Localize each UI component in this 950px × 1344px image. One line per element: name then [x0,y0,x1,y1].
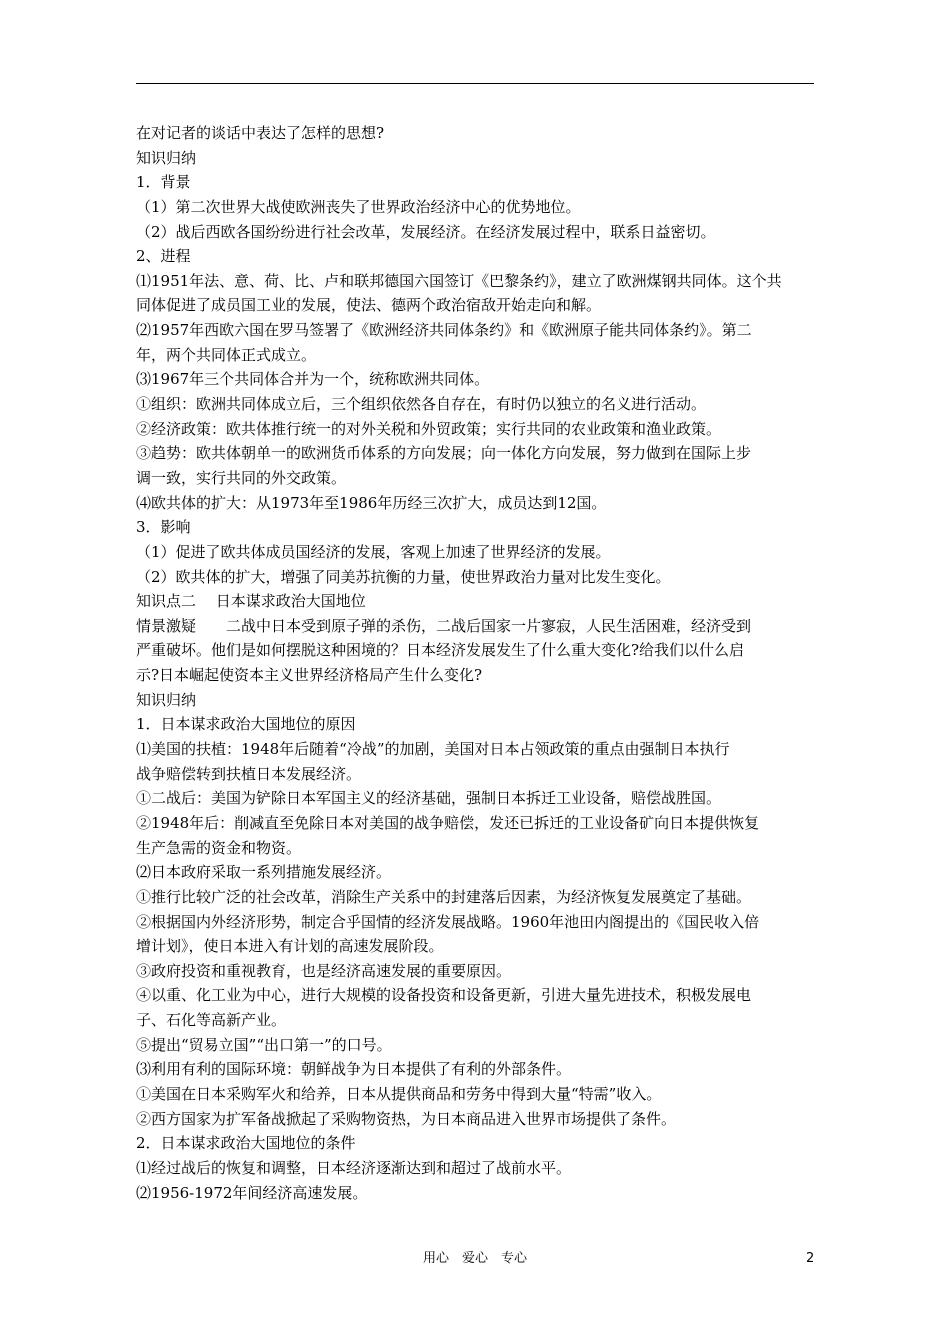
text-line: ⑴1951年法、意、荷、比、卢和联邦德国六国签订《巴黎条约》，建立了欧洲煤钢共同体。这个共 [136,271,782,290]
text-line: ②经济政策：欧共体推行统一的对外关税和外贸政策；实行共同的农业政策和渔业政策。 [136,419,722,438]
text-line: ①组织：欧洲共同体成立后，三个组织依然各自存在，有时仍以独立的名义进行活动。 [136,395,707,414]
text-line: ④以重、化工业为中心，进行大规模的设备投资和设备更新，引进大量先进技术，积极发展电 [136,986,752,1005]
text-line: （1）促进了欧共体成员国经济的发展，客观上加速了世界经济的发展。 [136,542,611,561]
text-line: ⑴经过战后的恢复和调整，日本经济逐渐达到和超过了战前水平。 [136,1158,572,1177]
header-rule [136,83,814,84]
text-line: ⑵日本政府采取一系列措施发展经济。 [136,863,392,882]
document-body [136,121,816,1205]
section-heading: 1．日本谋求政治大国地位的原因 [136,715,356,734]
section-heading: 2．日本谋求政治大国地位的条件 [136,1134,356,1153]
text-line: 增计划》，使日本进入有计划的高速发展阶段。 [136,937,444,956]
text-line: ②西方国家为扩军备战掀起了采购物资热，为日本商品进入世界市场提供了条件。 [136,1109,677,1128]
section-heading: 1．背景 [136,173,191,192]
text-line: 在对记者的谈话中表达了怎样的思想? [136,124,385,142]
text-line: 严重破坏。他们是如何摆脱这种困境的？日本经济发展发生了什么重大变化?给我们以什么启 [136,641,745,660]
text-line: ⑶1967年三个共同体合并为一个，统称欧洲共同体。 [136,370,490,389]
footer-slogan: 用心 爱心 专心 [422,1251,527,1266]
text-line: ⑷欧共体的扩大：从1973年至1986年历经三次扩大，成员达到12国。 [136,493,607,512]
text-line: ①二战后：美国为铲除日本军国主义的经济基础，强制日本拆迁工业设备，赔偿战胜国。 [136,789,722,808]
section-heading: 知识点二 日本谋求政治大国地位 [136,592,366,611]
text-line: 战争赔偿转到扶植日本发展经济。 [136,764,362,783]
text-line: 示?日本崛起使资本主义世界经济格局产生什么变化? [136,666,483,685]
text-line: ⑤提出“贸易立国”“出口第一”的口号。 [136,1035,392,1054]
text-line: ①美国在日本采购军火和给养，日本从提供商品和劳务中得到大量“特需”收入。 [136,1084,662,1103]
text-line: ⑵1956-1972年间经济高速发展。 [136,1183,368,1202]
text-line: 调一致，实行共同的外交政策。 [136,468,347,487]
page-number: 2 [806,1251,815,1266]
section-heading: 知识归纳 [136,690,197,709]
text-line: 情景激疑 二战中日本受到原子弹的杀伤，二战后国家一片寥寂，人民生活困难，经济受到 [136,616,752,635]
section-heading: 2、进程 [136,247,191,266]
section-heading: 知识归纳 [136,148,197,167]
text-line: ⑶利用有利的国际环境：朝鲜战争为日本提供了有利的外部条件。 [136,1060,572,1079]
text-line: ⑴美国的扶植：1948年后随着“冷战”的加剧，美国对日本占领政策的重点由强制日本执行 [136,740,730,759]
text-line: 同体促进了成员国工业的发展，使法、德两个政治宿敌开始走向和解。 [136,296,602,315]
text-line: 年，两个共同体正式成立。 [136,345,317,364]
text-line: ①推行比较广泛的社会改革，消除生产关系中的封建落后因素，为经济恢复发展奠定了基础。 [136,887,752,906]
text-line: （1）第二次世界大战使欧洲丧失了世界政治经济中心的优势地位。 [136,197,581,216]
text-line: 子、石化等高新产业。 [136,1011,287,1030]
text-line: （2）欧共体的扩大，增强了同美苏抗衡的力量，使世界政治力量对比发生变化。 [136,567,671,586]
text-line: ⑵1957年西欧六国在罗马签署了《欧洲经济共同体条约》和《欧洲原子能共同体条约》。第二 [136,321,752,340]
text-line: ②根据国内外经济形势，制定合乎国情的经济发展战略。1960年池田内阁提出的《国民收入倍 [136,912,760,931]
text-line: （2）战后西欧各国纷纷进行社会改革，发展经济。在经济发展过程中，联系日益密切。 [136,222,716,241]
text-line: ③政府投资和重视教育，也是经济高速发展的重要原因。 [136,961,512,980]
text-line: ③趋势：欧共体朝单一的欧洲货币体系的方向发展；向一体化方向发展，努力做到在国际上步 [136,444,752,463]
text-line: ②1948年后：削减直至免除日本对美国的战争赔偿，发还已拆迁的工业设备矿向日本提供恢复 [136,813,760,832]
section-heading: 3．影响 [136,518,191,537]
text-line: 生产急需的资金和物资。 [136,838,302,857]
